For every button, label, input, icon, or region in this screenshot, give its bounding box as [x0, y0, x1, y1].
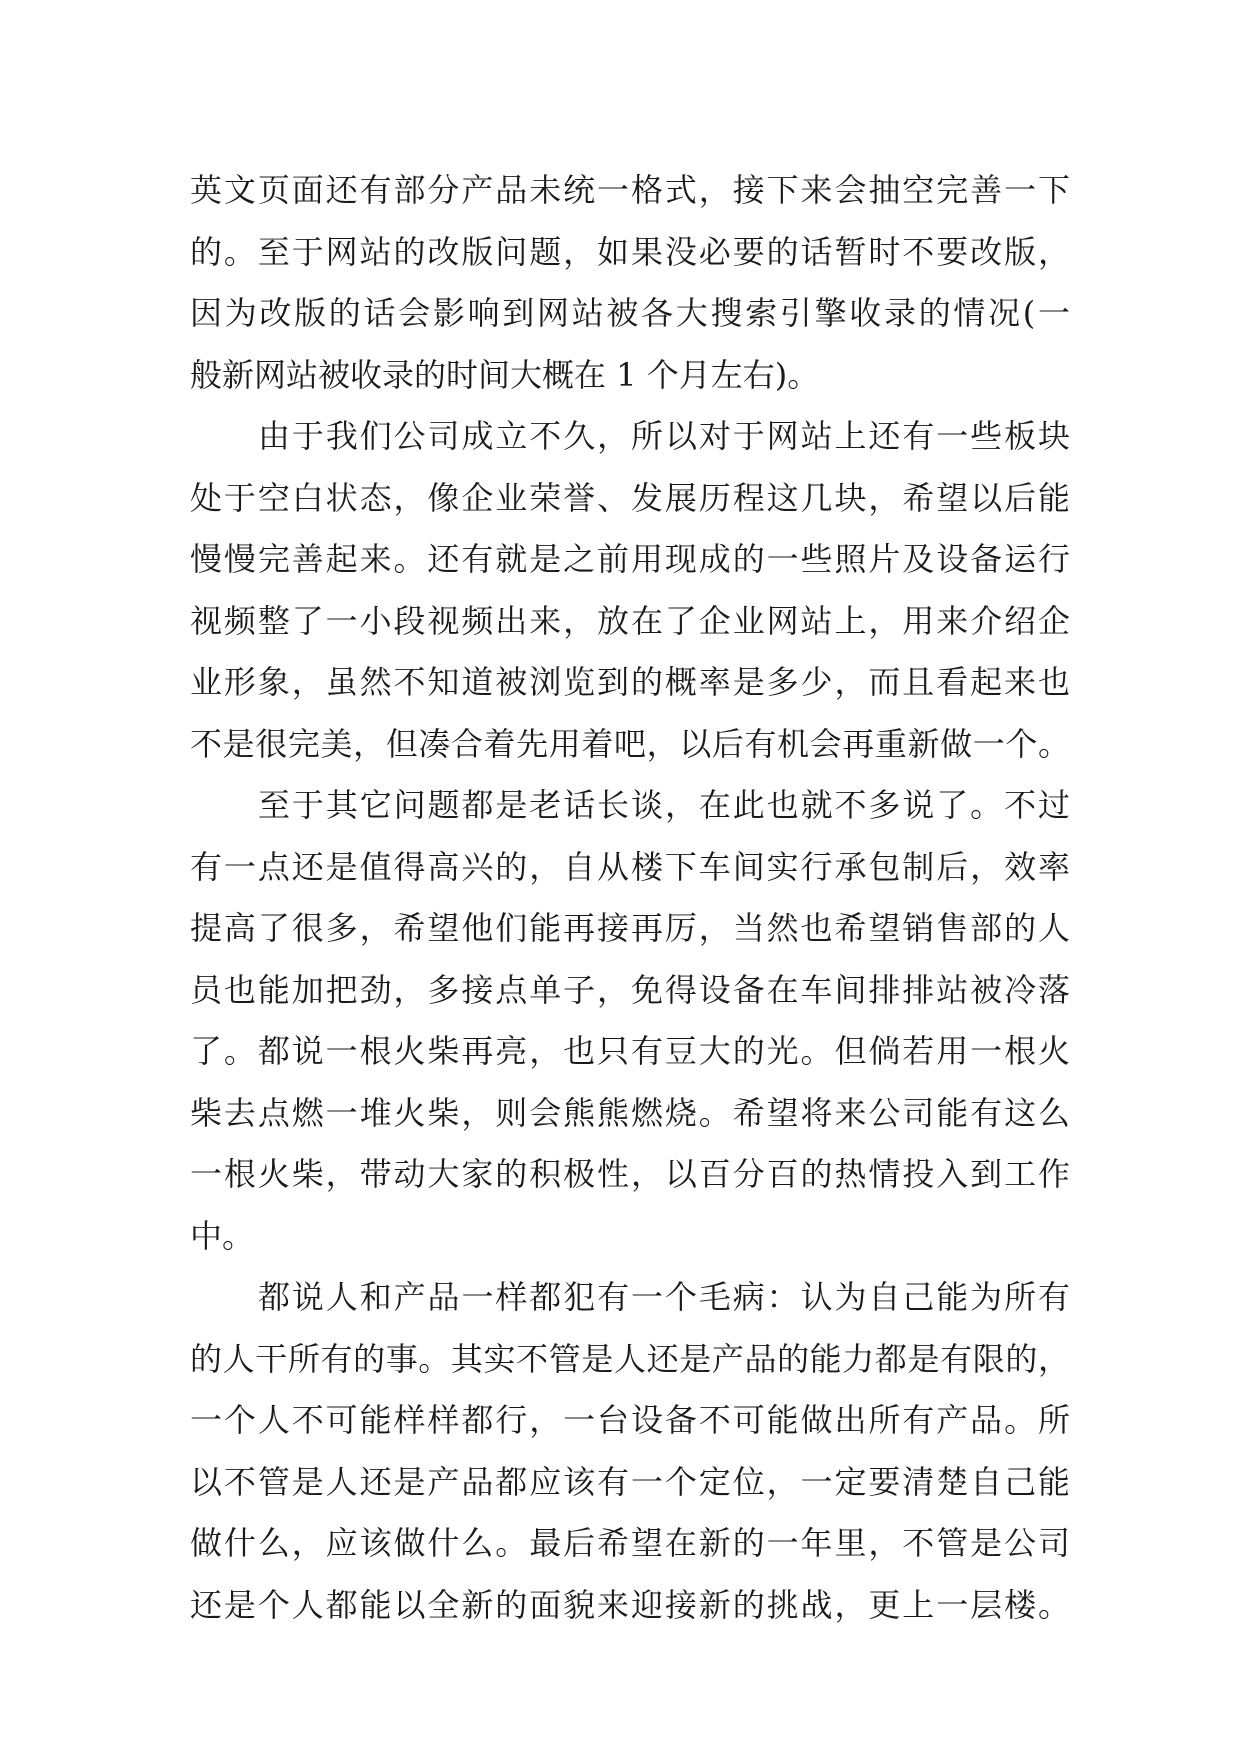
text-line: 慢慢完善起来。还有就是之前用现成的一些照片及设备运行	[190, 540, 1070, 578]
text-line: 般新网站被收录的时间大概在 1 个月左右)。	[190, 355, 820, 394]
body-text	[190, 160, 1070, 1636]
text-line: 的。至于网站的改版问题，如果没必要的话暂时不要改版，	[190, 232, 1070, 271]
text-line: 因为改版的话会影响到网站被各大搜索引擎收录的情况(一	[190, 294, 1070, 332]
text-line: 提高了很多，希望他们能再接再厉，当然也希望销售部的人	[190, 909, 1070, 947]
text-line: 柴去点燃一堆火柴，则会熊熊燃烧。希望将来公司能有这么	[190, 1093, 1070, 1132]
paragraph-first-line: 至于其它问题都是老话长谈，在此也就不多说了。不过	[258, 786, 1070, 824]
text-line: 视频整了一小段视频出来，放在了企业网站上，用来介绍企	[190, 601, 1070, 640]
text-line: 中。	[190, 1216, 255, 1255]
text-line: 的人干所有的事。其实不管是人还是产品的能力都是有限的，	[190, 1339, 1070, 1378]
text-line: 不是很完美，但凑合着先用着吧，以后有机会再重新做一个。	[190, 724, 1070, 763]
text-line: 一根火柴，带动大家的积极性，以百分百的热情投入到工作	[190, 1155, 1070, 1193]
text-line: 了。都说一根火柴再亮，也只有豆大的光。但倘若用一根火	[190, 1032, 1070, 1070]
text-line: 做什么，应该做什么。最后希望在新的一年里，不管是公司	[190, 1524, 1070, 1562]
paragraph-first-line: 都说人和产品一样都犯有一个毛病：认为自己能为所有	[258, 1278, 1070, 1316]
text-line: 以不管是人还是产品都应该有一个定位，一定要清楚自己能	[190, 1462, 1070, 1501]
text-line: 员也能加把劲，多接点单子，免得设备在车间排排站被冷落	[190, 970, 1070, 1009]
text-line: 业形象，虽然不知道被浏览到的概率是多少，而且看起来也	[190, 663, 1070, 701]
paragraph-first-line: 由于我们公司成立不久，所以对于网站上还有一些板块	[258, 417, 1070, 455]
text-line: 还是个人都能以全新的面貌来迎接新的挑战，更上一层楼。	[190, 1585, 1070, 1624]
text-line: 有一点还是值得高兴的，自从楼下车间实行承包制后，效率	[190, 847, 1070, 886]
text-line: 英文页面还有部分产品未统一格式，接下来会抽空完善一下	[190, 171, 1070, 209]
text-line: 一个人不可能样样都行，一台设备不可能做出所有产品。所	[190, 1401, 1070, 1439]
text-line: 处于空白状态，像企业荣誉、发展历程这几块，希望以后能	[190, 478, 1070, 517]
